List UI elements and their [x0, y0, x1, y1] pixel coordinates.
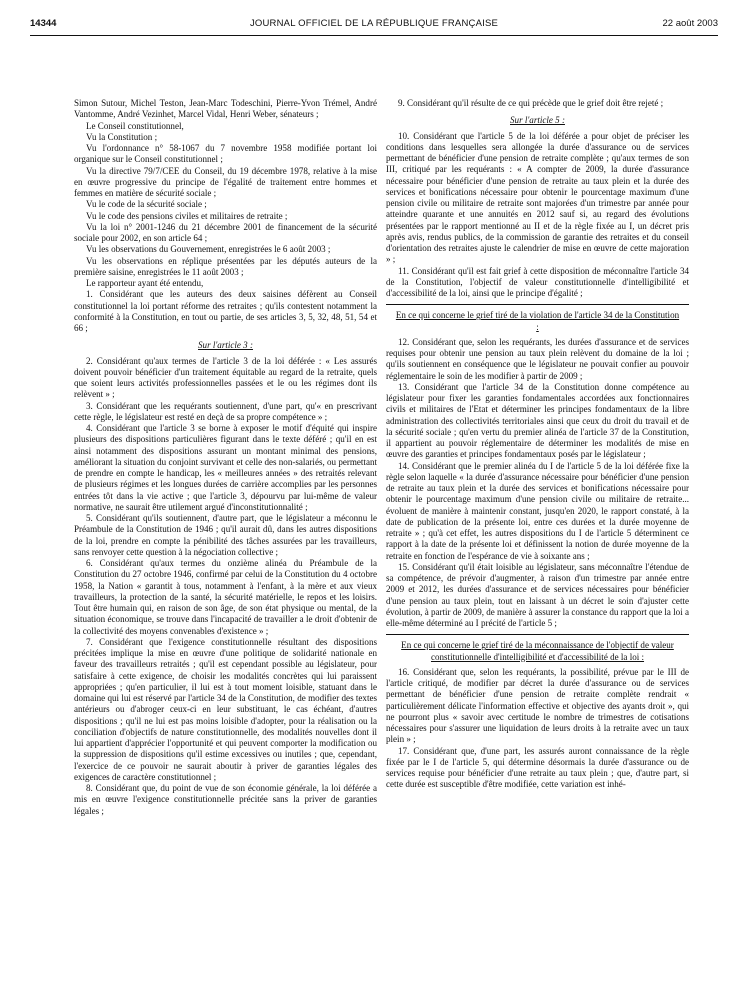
section-heading-article-3: Sur l'article 3 :: [198, 340, 253, 351]
subheading-article-34: En ce qui concerne le grief tiré de la violation de l'article 34 de la Constitution :: [395, 310, 680, 332]
considerant-10: 10. Considérant que l'article 5 de la loi déférée a pour objet de préciser les conditions dans lesquelles sera allongée la durée d'assurance ou de services permettant de bénéficier d'une pension de retraite complète ; qu'aux termes de son III, critiqué par les requérants : « A compter de 2009, la durée d'assurance nécessaire pour bénéficier d'une pension de retraite au taux plein et la durée des services et bonifications nécessaire pour obtenir le pourcentage maximum d'une pension civile ou militaire de retraite sont majorées d'un trimestre par année pour atteindre quarante et une annuités en 2012 sauf si, au regard des évolutions présentées par le rapport mentionné au II et de la règle fixée au I, un décret pris après avis, rendus publics, de la commission de garantie des retraites et du conseil d'orientation des retraites ajuste le calendrier de mise en œuvre de cette majoration » ;: [386, 130, 689, 265]
considerant-9: 9. Considérant qu'il résulte de ce qui précède que le grief doit être rejeté ;: [398, 98, 664, 108]
page-header: [30, 18, 718, 36]
considerant-5: 5. Considérant qu'ils soutiennent, d'autre part, que le législateur a méconnu le Préambule de la Constitution de 1946 ; qu'il aurait dû, dans les autres dispositions de la loi, prendre en compte la pénibilité des tâches assurées par les travailleurs, sans renvoyer cette question à la négociation collective ;: [74, 513, 377, 557]
considerant-1: 1. Considérant que les auteurs des deux saisines défèrent au Conseil constitutionnel la loi portant réforme des retraites ; qu'ils contestent notamment la conformité à la Constitution, en tout ou partie, de ses articles 3, 5, 32, 48, 51, 54 et 66 ;: [74, 289, 377, 333]
publication-date: 22 août 2003: [662, 18, 718, 29]
considerant-15: 15. Considérant qu'il était loisible au législateur, sans méconnaître l'étendue de sa compétence, de prévoir d'augmenter, à raison d'un trimestre par année entre 2009 et 2012, les durées d'assurance et de services nécessaires pour bénéficier d'une pension au taux plein, tout en laissant à un décret le soin d'ajuster cette évolution, à partir de 2009, de manière à assurer la constance du rapport que la loi a elle-même déterminé au I précité de l'article 5 ;: [386, 561, 689, 628]
visa-constitution: Vu la Constitution ;: [86, 131, 158, 142]
visa-code-pensions: Vu le code des pensions civiles et militaires de retraite ;: [86, 210, 288, 221]
visa-loi-2001: Vu la loi n° 2001-1246 du 21 décembre 2001 de financement de la sécurité sociale pour 2002, en son article 64 ;: [74, 221, 377, 243]
left-column: [74, 98, 377, 817]
right-column: [386, 98, 689, 791]
considerant-12: 12. Considérant que, selon les requérants, les durées d'assurance et de services requises pour obtenir une pension au taux plein relèvent du domaine de la loi ; qu'ils soutiennent en conséquence que le législateur ne pouvait confier au pouvoir réglementaire le soin de les modifier à partir de 2009 ;: [386, 336, 689, 381]
considerant-8: 8. Considérant que, du point de vue de son économie générale, la loi déférée a mis en œuvre l'exigence constitutionnelle précitée sans la priver de garanties légales ;: [74, 783, 377, 816]
visa-conseil: Le Conseil constitutionnel,: [86, 120, 184, 131]
considerant-7: 7. Considérant que l'exigence constitutionnelle résultant des dispositions précitées implique la mise en œuvre d'une politique de solidarité nationale en faveur des travailleurs retraités ; qu'il est cependant possible au législateur, pour satisfaire à cette exigence, de choisir les modalités concrètes qui lui paraissent appropriées ; qu'en particulier, il lui est à tout moment loisible, statuant dans le domaine qui lui est réservé par l'article 34 de la Constitution, de modifier des textes antérieurs ou d'abroger ceux-ci en leur substituant, le cas échéant, d'autres dispositions ; qu'il ne lui est pas moins loisible d'adopter, pour la réalisation ou la conciliation d'objectifs de nature constitutionnelle, des modalités nouvelles dont il lui appartient d'apprécier l'opportunité et qui peuvent comporter la modification ou la suppression de dispositions qu'il estime excessives ou inutiles ; que, cependant, l'exercice de ce pouvoir ne saurait aboutir à priver de garanties légales des exigences de caractère constitutionnel ;: [74, 636, 377, 782]
considerant-16: 16. Considérant que, selon les requérants, la possibilité, prévue par le III de l'article critiqué, de modifier par décret la durée d'assurance ou de services permettant de bénéficier d'une pension de retraite complète rendrait « particulièrement délicate l'information effective et objective des ayants droit », qui ne pourront plus « savoir avec certitude le nombre de trimestres de cotisations nécessaires pour s'assurer une liquidation de leurs droits à la retraite avec un taux plein » ;: [386, 666, 689, 745]
considerant-17: 17. Considérant que, d'une part, les assurés auront connaissance de la règle fixée par le I de l'article 5, qui détermine désormais la durée d'assurance ou de services requise pour bénéficier d'une retraite au taux plein ; que, d'autre part, si cette durée est susceptible d'être modifiée, cette variation est inhé-: [386, 745, 689, 790]
considerant-11: 11. Considérant qu'il est fait grief à cette disposition de méconnaître l'article 34 de la Constitution, l'objectif de valeur constitutionnelle d'intelligibilité et d'accessibilité de la loi, ainsi que le principe d'égalité ;: [386, 265, 689, 298]
visa-code-securite-sociale: Vu le code de la sécurité sociale ;: [86, 199, 207, 210]
considerant-13: 13. Considérant que l'article 34 de la Constitution donne compétence au législateur pour fixer les garanties fondamentales accordées aux fonctionnaires civils et militaires de l'Etat et déterminer les principes fondamentaux de la libre administration des collectivités territoriales ainsi que ceux du droit du travail et de la sécurité sociale ; qu'en vertu du premier alinéa de l'article 37 de la Constitution, il appartient au pouvoir réglementaire de déterminer les modalités de mise en œuvre des garanties et principes fondamentaux posés par le législateur ;: [386, 381, 689, 460]
journal-title: JOURNAL OFFICIEL DE LA RÉPUBLIQUE FRANÇAISE: [249, 18, 499, 29]
section-heading-article-5: Sur l'article 5 :: [510, 115, 565, 126]
considerant-14: 14. Considérant que le premier alinéa du I de l'article 5 de la loi déférée fixe la règle selon laquelle « la durée d'assurance nécessaire pour bénéficier d'une pension de retraite au taux plein et la durée des services et bonifications nécessaire pour obtenir le pourcentage maximum d'une pension civile ou militaire de retraite... évoluent de manière à maintenir constant, jusqu'en 2020, le rapport constaté, à la date de publication de la présente loi, entre ces durées et la durée moyenne de retraite » ; qu'à cet effet, les autres dispositions du I de l'article 5 déterminent ce rapport à la date de la présente loi et définissent la notion de durée moyenne de la retraite en fonction de l'espérance de vie à soixante ans ;: [386, 460, 689, 561]
visa-replique: Vu les observations en réplique présentées par les députés auteurs de la première saisine, enregistrées le 11 août 2003 ;: [74, 255, 377, 277]
header-rule: [30, 35, 718, 36]
visa-observations: Vu les observations du Gouvernement, enregistrées le 6 août 2003 ;: [86, 244, 331, 255]
visa-ordonnance: Vu l'ordonnance n° 58-1067 du 7 novembre 1958 modifiée portant loi organique sur le Conseil constitutionnel ;: [74, 143, 377, 165]
visa-directive: Vu la directive 79/7/CEE du Conseil, du 19 décembre 1978, relative à la mise en œuvre progressive du principe de l'égalité de traitement entre hommes et femmes en matière de sécurité sociale ;: [74, 165, 377, 198]
separator-rule: [386, 304, 689, 305]
considerant-6: 6. Considérant qu'aux termes du onzième alinéa du Préambule de la Constitution du 27 octobre 1946, confirmé par celui de la Constitution du 4 octobre 1958, la Nation « garantit à tous, notamment à l'enfant, à la mère et aux vieux travailleurs, la protection de la santé, la sécurité matérielle, le repos et les loisirs. Tout être humain qui, en raison de son âge, de son état physique ou mental, de la situation économique, se trouve dans l'incapacité de travailler a le droit d'obtenir de la collectivité des moyens convenables d'existence » ;: [74, 558, 377, 636]
page-number: 14344: [30, 18, 57, 29]
considerant-4: 4. Considérant que l'article 3 se borne à exposer le motif d'équité qui inspire plusieurs des dispositions particulières figurant dans le texte déféré ; qu'il en est ainsi notamment des dispositions assurant un montant minimal des pensions, améliorant la situation du conjoint survivant et celle des non-salariés, ou permettant de prendre en compte le handicap, les « meilleures années » des retraités relevant de plusieurs régimes et les longues durées de carrière accomplies par les personnes entrées tôt dans la vie active ; que l'article 3, dépourvu par lui-même de valeur normative, ne saurait être utilement argué d'inconstitutionnalité ;: [74, 423, 377, 512]
considerant-3: 3. Considérant que les requérants soutiennent, d'une part, qu'« en prescrivant cette règle, le législateur est resté en deçà de sa propre compétence » ;: [74, 400, 377, 422]
considerant-2: 2. Considérant qu'aux termes de l'article 3 de la loi déférée : « Les assurés doivent pouvoir bénéficier d'un traitement équitable au regard de la retraite, quels que soient leurs activités professionnelles passées et le ou les régimes dont ils relèvent » ;: [74, 355, 377, 400]
signatories-paragraph: Simon Sutour, Michel Teston, Jean-Marc Todeschini, Pierre-Yvon Trémel, André Vantomme, André Vezinhet, Marcel Vidal, Henri Weber, sénateurs ;: [74, 98, 377, 120]
rapporteur-line: Le rapporteur ayant été entendu,: [86, 278, 204, 288]
separator-rule: [386, 634, 689, 635]
subheading-intelligibilite: En ce qui concerne le grief tiré de la méconnaissance de l'objectif de valeur constitutionnelle d'intelligibilité et d'accessibilité de la loi :: [401, 640, 674, 662]
